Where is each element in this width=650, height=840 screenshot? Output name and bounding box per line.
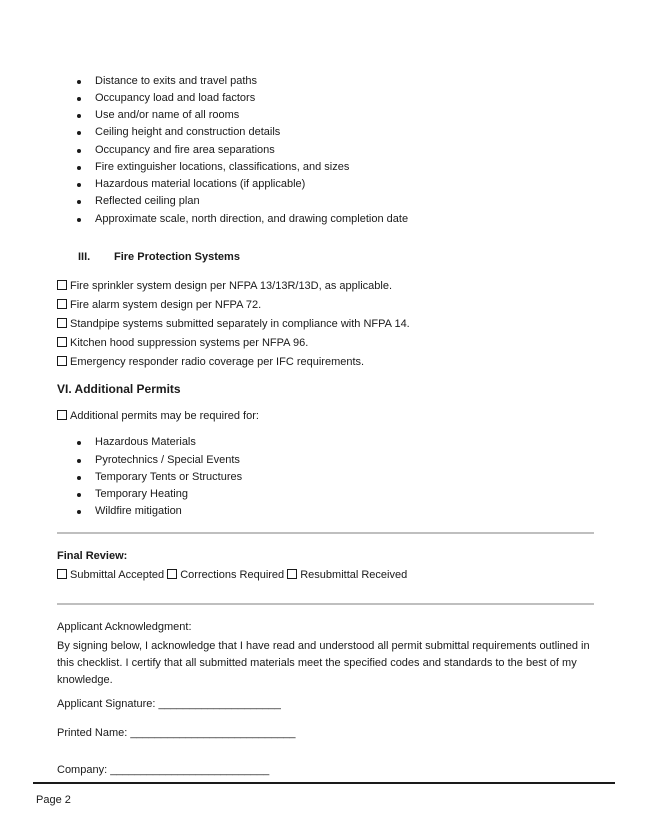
checklist-item: Emergency responder radio coverage per IFC requirements. (57, 356, 364, 368)
acknowledgment-title: Applicant Acknowledgment: (57, 621, 192, 633)
section-number: III. (78, 251, 91, 263)
option-label: Corrections Required (180, 569, 285, 581)
final-review-options (57, 569, 407, 581)
checkbox[interactable] (57, 569, 67, 579)
divider (57, 603, 594, 605)
checkbox[interactable] (57, 299, 67, 309)
list-item: Distance to exits and travel paths (95, 75, 258, 87)
divider (57, 532, 594, 534)
list-item: Pyrotechnics / Special Events (95, 454, 240, 466)
checklist-item: Kitchen hood suppression systems per NFPA 96. (57, 337, 308, 349)
checklist-item: Fire alarm system design per NFPA 72. (57, 299, 261, 311)
checkbox[interactable] (57, 337, 67, 347)
list-item: Occupancy load and load factors (95, 92, 256, 104)
company-field[interactable]: Company: __________________________ (57, 764, 270, 776)
signature-field[interactable]: Applicant Signature: ____________________ (57, 698, 281, 710)
checklist-item: Fire sprinkler system design per NFPA 13/13R/13D, as applicable. (57, 280, 392, 292)
checkbox[interactable] (167, 569, 177, 579)
list-item: Ceiling height and construction details (95, 126, 281, 138)
checkbox[interactable] (287, 569, 297, 579)
checklist-item: Additional permits may be required for: (57, 410, 259, 422)
checklist-item: Standpipe systems submitted separately in compliance with NFPA 14. (57, 318, 410, 330)
list-item: Use and/or name of all rooms (95, 109, 240, 121)
checkbox[interactable] (57, 280, 67, 290)
list-item: Occupancy and fire area separations (95, 144, 275, 156)
printed-name-field[interactable]: Printed Name: ___________________________ (57, 727, 296, 739)
checkbox[interactable] (57, 356, 67, 366)
page-number: Page 2 (36, 794, 71, 806)
final-review-title: Final Review: (57, 550, 128, 562)
footer-divider (33, 782, 615, 784)
list-item: Wildfire mitigation (95, 505, 182, 517)
checkbox[interactable] (57, 410, 67, 420)
list-item: Fire extinguisher locations, classifications, and sizes (95, 161, 350, 173)
list-item: Reflected ceiling plan (95, 195, 200, 207)
list-item: Approximate scale, north direction, and drawing completion date (95, 213, 409, 225)
section-title: Fire Protection Systems (114, 251, 240, 263)
list-item: Hazardous Materials (95, 436, 196, 448)
acknowledgment-text: By signing below, I acknowledge that I have read and understood all permit submittal requirements outlined in this checklist. I certify that all submitted materials meet the specified codes and standards to the best of my knowledge. (57, 640, 590, 686)
option-label: Submittal Accepted (70, 569, 165, 581)
list-item: Temporary Heating (95, 488, 188, 500)
option-label: Resubmittal Received (300, 569, 408, 581)
list-item: Temporary Tents or Structures (95, 471, 243, 483)
list-item: Hazardous material locations (if applicable) (95, 178, 306, 190)
section-title: VI. Additional Permits (57, 382, 181, 396)
checkbox[interactable] (57, 318, 67, 328)
